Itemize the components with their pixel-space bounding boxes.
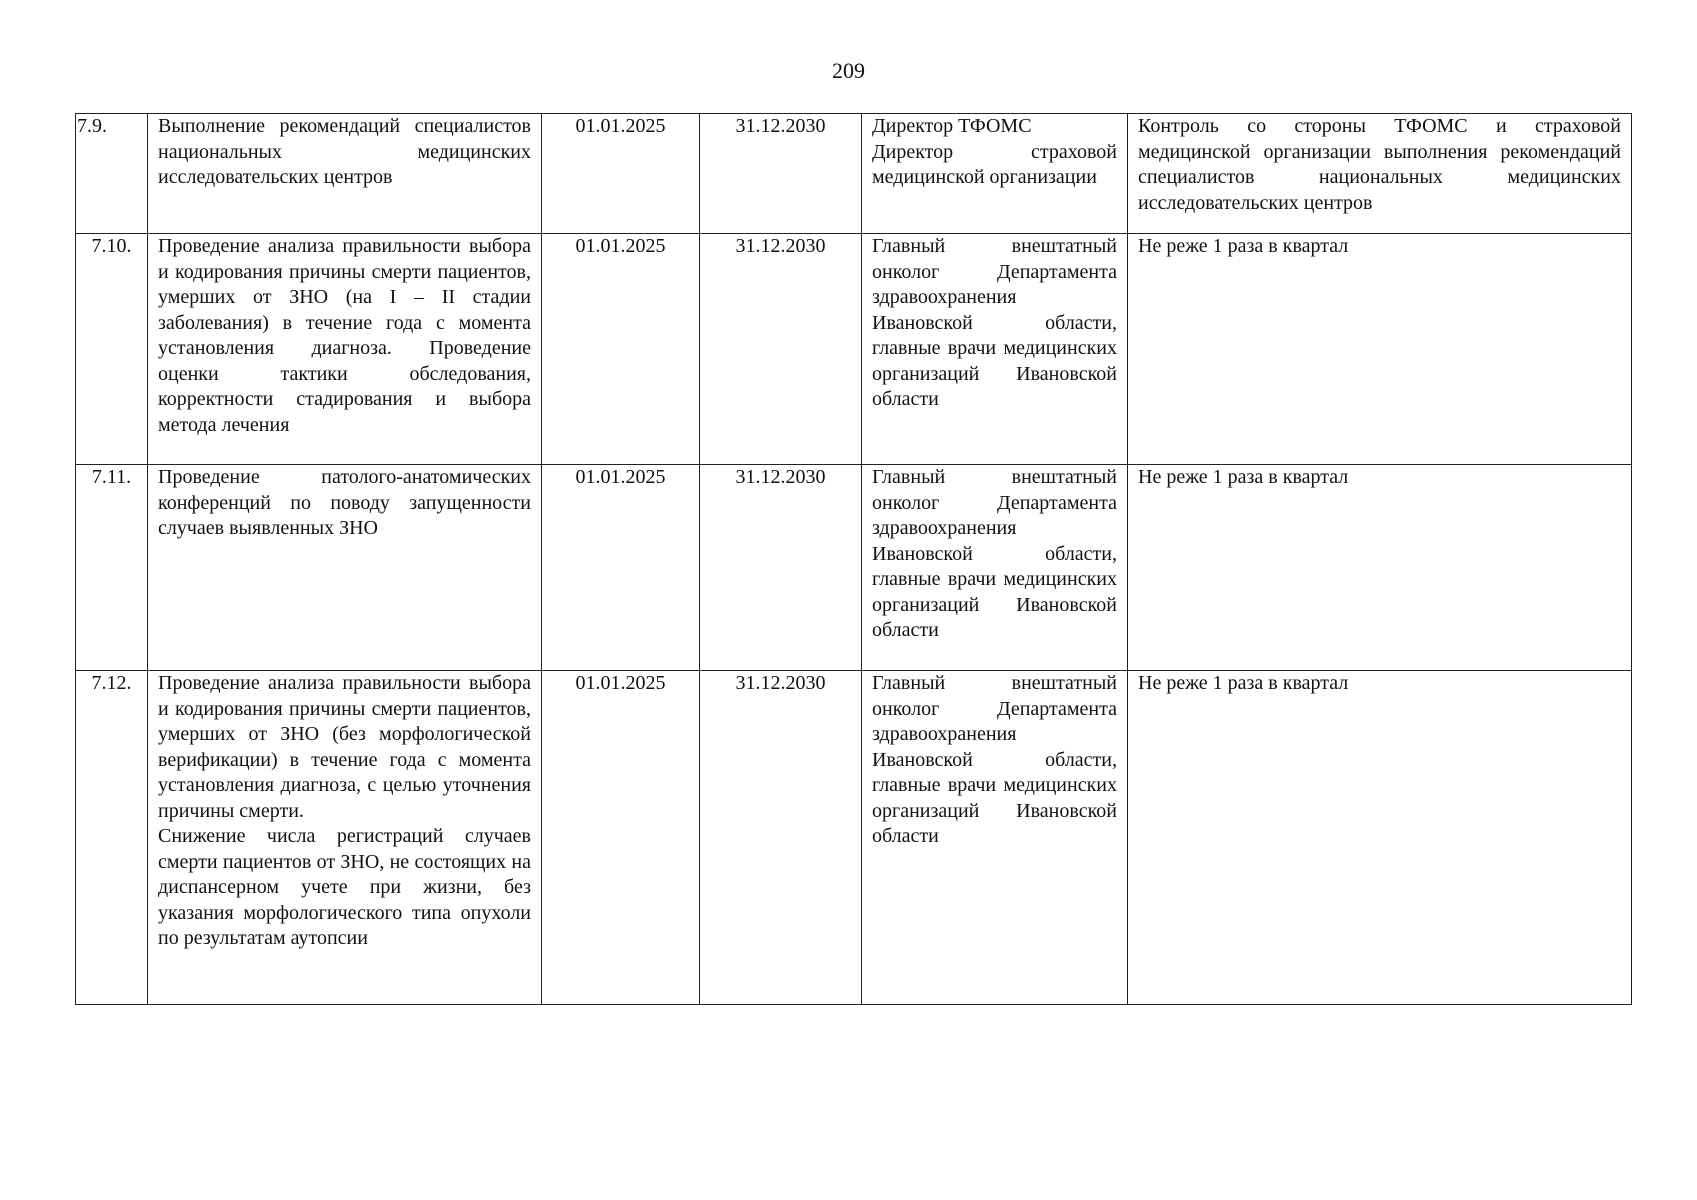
table-row <box>76 234 1632 465</box>
row-number: 7.10. <box>76 234 148 465</box>
end-date: 31.12.2030 <box>700 234 862 465</box>
responsible-text: Главный внештатный онколог Департамента здравоохранения Ивановской области, главные врачи медицинских организаций Ивановской области <box>872 672 1117 847</box>
result-cell: Не реже 1 раза в квартал <box>1128 465 1632 671</box>
result-cell: Не реже 1 раза в квартал <box>1128 671 1632 1005</box>
table-row <box>76 114 1632 234</box>
table-row <box>76 465 1632 671</box>
responsible-cell <box>862 234 1128 465</box>
responsible-cell <box>862 114 1128 234</box>
start-date: 01.01.2025 <box>542 465 700 671</box>
event-text: Снижение числа регистраций случаев смерти пациентов от ЗНО, не состоящих на диспансерном учете при жизни, без указания морфологического типа опухоли по результатам аутопсии <box>158 825 531 949</box>
start-date: 01.01.2025 <box>542 671 700 1005</box>
end-date: 31.12.2030 <box>700 465 862 671</box>
result-cell: Контроль со стороны ТФОМС и страховой медицинской организации выполнения рекомендаций специалистов национальных медицинских исследовательских центров <box>1128 114 1632 234</box>
page-number: 209 <box>832 58 865 83</box>
responsible-text: Директор ТФОМС <box>872 115 1032 137</box>
responsible-cell <box>862 465 1128 671</box>
end-date: 31.12.2030 <box>700 114 862 234</box>
responsible-text: Главный внештатный онколог Департамента здравоохранения Ивановской области, главные врачи медицинских организаций Ивановской области <box>872 235 1117 410</box>
plan-table <box>75 113 1632 1005</box>
start-date: 01.01.2025 <box>542 114 700 234</box>
event-cell <box>148 234 542 465</box>
event-text: Проведение патолого-анатомических конференций по поводу запущенности случаев выявленных ЗНО <box>158 466 531 539</box>
event-text: Проведение анализа правильности выбора и кодирования причины смерти пациентов, умерших от ЗНО (на I – II стадии заболевания) в течение года с момента установления диагноза. Проведение оценки тактики обследования, корректности стадирования и выбора метода лечения <box>158 235 531 436</box>
responsible-text: Директор страховой медицинской организации <box>872 140 1117 188</box>
row-number: 7.9. <box>76 114 148 234</box>
row-number: 7.12. <box>76 671 148 1005</box>
event-text: Проведение анализа правильности выбора и кодирования причины смерти пациентов, умерших от ЗНО (без морфологической верификации) в течение года с момента установления диагноза, с целью уточнения причины смерти. <box>158 672 531 822</box>
event-cell <box>148 114 542 234</box>
responsible-cell <box>862 671 1128 1005</box>
row-number: 7.11. <box>76 465 148 671</box>
event-cell <box>148 465 542 671</box>
start-date: 01.01.2025 <box>542 234 700 465</box>
result-cell: Не реже 1 раза в квартал <box>1128 234 1632 465</box>
end-date: 31.12.2030 <box>700 671 862 1005</box>
event-text: Выполнение рекомендаций специалистов национальных медицинских исследовательских центров <box>158 115 531 188</box>
event-cell <box>148 671 542 1005</box>
responsible-text: Главный внештатный онколог Департамента здравоохранения Ивановской области, главные врачи медицинских организаций Ивановской области <box>872 466 1117 641</box>
table-row <box>76 671 1632 1005</box>
